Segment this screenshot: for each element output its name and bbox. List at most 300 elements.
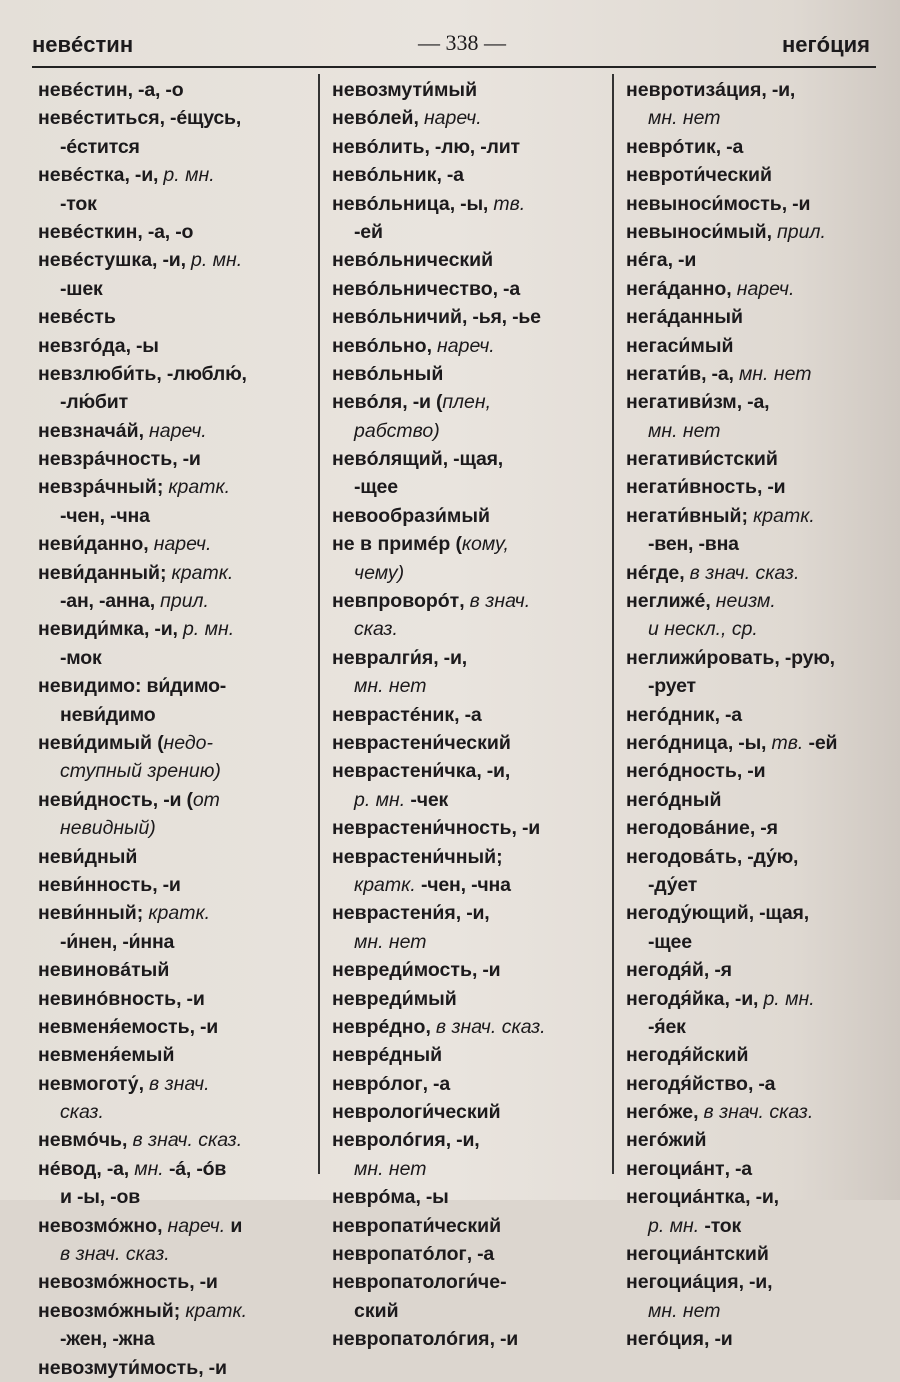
usage-label: мн. нет (738, 362, 812, 385)
usage-label: р. мн. (763, 987, 815, 1010)
usage-label: в знач. сказ. (435, 1015, 546, 1038)
headword: негáданно (626, 277, 727, 300)
dictionary-entry (38, 871, 323, 899)
headword: невзначáй (38, 419, 139, 442)
dictionary-entry (626, 218, 898, 246)
headword: неви́данно (38, 533, 144, 556)
grammar-text: -вен, -вна (648, 533, 739, 556)
headword: невéстушка (38, 249, 153, 272)
headword: неврастени́чность (332, 817, 512, 840)
headword: негоду́ющий (626, 902, 749, 925)
headword: неврóма (332, 1186, 416, 1209)
headword: невéститься (38, 107, 160, 130)
running-head-right: негóция (781, 32, 870, 57)
headword: негóже (626, 1101, 694, 1124)
headword: негативи́стский (626, 448, 778, 471)
dictionary-entry (332, 445, 617, 473)
dictionary-entry (626, 701, 898, 729)
headword: негóция (626, 1328, 705, 1351)
headword: невéстин (38, 79, 128, 101)
headword: невралги́я (332, 646, 434, 669)
dictionary-entry (626, 76, 898, 104)
dictionary-entry (38, 615, 323, 643)
dictionary-entry (626, 587, 898, 615)
headword: негати́вность (626, 476, 757, 499)
usage-label: кратк. (354, 873, 416, 896)
dictionary-entry (332, 843, 617, 871)
dictionary-entry (38, 473, 323, 501)
headword: невозмути́мый (332, 79, 478, 101)
headword: негáданный (626, 306, 744, 329)
grammar-text: и -ы, -ов (60, 1186, 140, 1209)
grammar-text: , -а, (701, 362, 739, 385)
grammar-text: , -и, (761, 79, 796, 101)
dictionary-entry (626, 729, 898, 757)
grammar-text: : ви́димо- (135, 675, 227, 698)
grammar-text: , -а (492, 277, 520, 300)
dictionary-entry (332, 757, 617, 785)
dictionary-entry (626, 899, 898, 927)
grammar-text: , -и, (124, 164, 164, 187)
dictionary-entry (38, 161, 323, 189)
usage-label: мн. нет (354, 675, 427, 698)
headword: негодя́йка (626, 987, 725, 1010)
dictionary-entry (332, 956, 617, 984)
headword: невзрáчный (38, 476, 157, 499)
column-2 (332, 76, 617, 1354)
grammar-text: , -а (454, 703, 482, 726)
dictionary-entry (38, 843, 323, 871)
grammar-text: , -лю, -лит (424, 135, 520, 158)
usage-label: нареч. (149, 419, 207, 442)
grammar-text: , -и (176, 987, 205, 1010)
header-rule (32, 66, 876, 68)
headword: негóжий (626, 1129, 707, 1152)
usage-label: нареч. (153, 533, 212, 556)
grammar-text: -рует (648, 675, 696, 698)
grammar-text: -ей (803, 731, 838, 754)
dictionary-entry (332, 104, 617, 132)
grammar-text: , -а, -о (137, 220, 194, 243)
headword: невмоготу́ (38, 1072, 139, 1095)
dictionary-entry (332, 246, 617, 274)
dictionary-entry (626, 786, 898, 814)
dictionary-entry (332, 644, 617, 672)
entry-continuation (626, 871, 898, 899)
headword: негати́вный (626, 504, 742, 527)
grammar-text: неви́димо (60, 703, 156, 726)
headword: ский (354, 1299, 399, 1322)
usage-label: ступный зрению) (60, 760, 221, 783)
dictionary-entry (626, 843, 898, 871)
headword: неви́нность (38, 873, 153, 896)
entry-continuation (332, 871, 617, 899)
entry-continuation (38, 814, 323, 842)
dictionary-entry (332, 1070, 617, 1098)
grammar-text: -лю́бит (60, 391, 128, 414)
entry-continuation (38, 1183, 323, 1211)
usage-label: кратк. (148, 902, 211, 925)
grammar-text: , -и, (433, 646, 467, 669)
headword: невиновáтый (38, 959, 170, 982)
grammar-text: , -и (781, 192, 811, 215)
usage-label: в знач. сказ. (689, 561, 800, 584)
entry-continuation (626, 1013, 898, 1041)
grammar-text: , -щая, (748, 902, 809, 925)
usage-label: неизм. (715, 590, 776, 613)
dictionary-entry (38, 1155, 323, 1183)
headword: нéгде (626, 561, 680, 584)
dictionary-entry (38, 985, 323, 1013)
usage-label: р. мн. (648, 1214, 700, 1237)
usage-label: мн. нет (648, 419, 721, 442)
headword: невóльничий (332, 306, 462, 329)
grammar-text: -мок (60, 646, 102, 669)
entry-continuation (38, 388, 323, 416)
dictionary-entry (332, 587, 617, 615)
headword: неглижé (626, 590, 706, 613)
usage-label: прил. (777, 220, 826, 243)
dictionary-entry (332, 1098, 617, 1126)
grammar-text: , -и, (738, 1271, 773, 1294)
grammar-text: -чен, -чна (415, 873, 511, 896)
dictionary-entry (38, 1297, 323, 1325)
headword: невролóгия (332, 1129, 446, 1152)
entry-continuation (626, 928, 898, 956)
headword: негодя́йский (626, 1044, 749, 1067)
headword: нéвод (38, 1157, 97, 1180)
headword: негоциáция (626, 1271, 739, 1294)
grammar-text: , (138, 419, 150, 442)
dictionary-entry (626, 502, 898, 530)
headword: неврóлог (332, 1072, 423, 1095)
usage-label: в знач. сказ. (703, 1101, 814, 1124)
dictionary-entry (626, 985, 898, 1013)
grammar-text: , (426, 334, 438, 357)
dictionary-entry (626, 161, 898, 189)
dictionary-entry (626, 814, 898, 842)
headword: невозмóжный (38, 1299, 174, 1322)
usage-label: тв. (493, 192, 526, 215)
headword: невротизáция (626, 79, 762, 101)
grammar-text: , -и ( (152, 788, 193, 811)
grammar-text: ( (450, 533, 462, 556)
dictionary-entry (626, 445, 898, 473)
entry-continuation (332, 417, 617, 445)
dictionary-entry (626, 644, 898, 672)
usage-label: в знач. (469, 590, 531, 613)
grammar-text: , -ду́ю, (736, 845, 799, 868)
entry-continuation (38, 644, 323, 672)
grammar-text: , -и (172, 448, 201, 471)
dictionary-entry (626, 1070, 898, 1098)
entry-continuation (626, 1297, 898, 1325)
column-1 (38, 76, 323, 1382)
headword: негодя́йство (626, 1072, 748, 1095)
headword: невозмóжно (38, 1214, 158, 1237)
dictionary-entry (38, 672, 323, 700)
headword: невропатолóгия (332, 1328, 490, 1351)
usage-label: и нескл., ср. (648, 618, 758, 641)
usage-label: нареч. (167, 1214, 226, 1237)
usage-label: р. мн. (182, 618, 235, 641)
dictionary-entry (38, 1041, 323, 1069)
dictionary-entry (626, 303, 898, 331)
dictionary-entry (38, 899, 323, 927)
entry-continuation (626, 1212, 898, 1240)
dictionary-entry (38, 956, 323, 984)
usage-label: плен, (442, 391, 492, 414)
entry-continuation (626, 417, 898, 445)
entry-continuation (332, 473, 617, 501)
usage-label: р. мн. (191, 249, 243, 272)
usage-label: в знач. (149, 1072, 210, 1095)
headword: невидимо (38, 675, 136, 698)
headword: негаси́мый (626, 334, 734, 357)
grammar-text: -ей (354, 220, 383, 243)
dictionary-entry (332, 388, 617, 416)
dictionary-entry (332, 1325, 617, 1353)
grammar-text: , -щая, (442, 448, 503, 471)
entry-continuation (626, 615, 898, 643)
dictionary-entry (626, 1098, 898, 1126)
entry-continuation (38, 587, 323, 615)
grammar-text: , -и, (745, 1186, 779, 1209)
dictionary-entry (38, 729, 323, 757)
grammar-text: -ду́ет (648, 873, 698, 896)
grammar-text: -я́ек (648, 1015, 686, 1038)
dictionary-entry (332, 275, 617, 303)
grammar-text: , -я (703, 959, 732, 982)
headword: невéсткин (38, 220, 138, 243)
dictionary-entry (332, 1013, 617, 1041)
dictionary-entry (626, 190, 898, 218)
grammar-text: , -и (667, 249, 697, 272)
entry-continuation (332, 786, 617, 814)
usage-label: кратк. (168, 476, 231, 499)
entry-continuation (332, 218, 617, 246)
column-3 (626, 76, 898, 1354)
headword: неви́дный (38, 845, 138, 868)
dictionary-entry (626, 1155, 898, 1183)
dictionary-entry (332, 814, 617, 842)
dictionary-entry (38, 1070, 323, 1098)
headword: неви́нный (38, 902, 137, 925)
dictionary-entry (38, 1268, 323, 1296)
headword: невóлить (332, 135, 425, 158)
entry-continuation (332, 928, 617, 956)
entry-continuation (332, 1155, 617, 1183)
grammar-text: , -и (511, 817, 541, 840)
grammar-text: , (766, 220, 778, 243)
entry-continuation (626, 104, 898, 132)
entry-continuation (38, 190, 323, 218)
dictionary-entry (626, 246, 898, 274)
dictionary-entry (332, 729, 617, 757)
grammar-text: , -и, (724, 987, 764, 1010)
dictionary-entry (38, 218, 323, 246)
headword: негóдница (626, 731, 728, 754)
grammar-text: , -и (756, 476, 786, 499)
dictionary-entry (38, 1013, 323, 1041)
grammar-text: , -и (471, 959, 501, 982)
entry-continuation (626, 672, 898, 700)
usage-label: мн. (134, 1157, 164, 1180)
dictionary-entry (332, 502, 617, 530)
grammar-text: -á, -óв (163, 1157, 227, 1180)
headword: невзлюби́ть (38, 362, 157, 385)
entry-continuation (38, 757, 323, 785)
grammar-text: , -и (152, 873, 181, 896)
grammar-text: , -ы (415, 1186, 449, 1209)
entry-continuation (332, 559, 617, 587)
dictionary-entry (332, 985, 617, 1013)
grammar-text: , -и (704, 1328, 733, 1351)
headword: неврастени́ческий (332, 731, 511, 754)
usage-label: кому, (461, 533, 509, 556)
grammar-text: , (459, 590, 470, 613)
headword: невóля (332, 391, 403, 414)
headword: невпроворóт (332, 590, 460, 613)
entry-continuation (38, 275, 323, 303)
headword: невóльно (332, 334, 427, 357)
headword: неглижи́ровать (626, 646, 775, 669)
grammar-text: , (122, 1129, 133, 1152)
headword: невреди́мость (332, 959, 472, 982)
headword: невыноси́мость (626, 192, 782, 215)
headword: неврéдный (332, 1044, 443, 1067)
grammar-text: , -а (724, 1157, 752, 1180)
headword: невреди́мый (332, 987, 457, 1010)
headword: негодовáние (626, 817, 750, 840)
headword: невозмути́мость (38, 1356, 199, 1379)
dictionary-entry (626, 1126, 898, 1154)
grammar-text: ; (136, 902, 149, 925)
grammar-text: , -рую, (774, 646, 835, 669)
grammar-text: , (693, 1101, 704, 1124)
usage-label: нареч. (437, 334, 495, 357)
grammar-text: , -ы (125, 334, 159, 357)
headword: негодовáть (626, 845, 737, 868)
grammar-text: , -а (466, 1243, 495, 1266)
dictionary-entry (332, 76, 617, 104)
dictionary-entry (332, 190, 617, 218)
headword: неврастени́чка (332, 760, 477, 783)
headword: невзрáчность (38, 448, 173, 471)
headword: негативи́зм (626, 391, 737, 414)
grammar-text: -ток (699, 1214, 742, 1237)
headword: негати́в (626, 362, 702, 385)
usage-label: тв. (771, 731, 804, 754)
grammar-text: , -и, (152, 249, 191, 272)
headword: неви́данный (38, 561, 161, 584)
usage-label: в знач. сказ. (132, 1129, 243, 1152)
grammar-text: -щее (354, 476, 398, 499)
entry-continuation (626, 530, 898, 558)
headword: невменя́емость (38, 1015, 190, 1038)
grammar-text: , -а (715, 135, 744, 158)
headword: невóлящий (332, 448, 443, 471)
usage-label: мн. нет (648, 1299, 721, 1322)
dictionary-entry (626, 1041, 898, 1069)
grammar-text: -ан, -анна, (60, 590, 161, 613)
dictionary-entry (332, 360, 617, 388)
headword: негóдник (626, 703, 715, 726)
dictionary-entry (38, 1212, 323, 1240)
dictionary-entry (38, 786, 323, 814)
grammar-text: , -а (422, 1072, 450, 1095)
dictionary-entry (332, 1041, 617, 1069)
headword: неврологи́ческий (332, 1101, 501, 1124)
headword: невиди́мка (38, 618, 144, 641)
dictionary-entry (332, 161, 617, 189)
usage-label: от (192, 788, 220, 811)
grammar-text: , -а, (96, 1157, 135, 1180)
running-head-left: невéстин (32, 32, 134, 57)
headword: невообрази́мый (332, 504, 490, 527)
dictionary-entry (38, 76, 323, 104)
headword: невóльнический (332, 249, 494, 272)
headword: неви́дность (38, 788, 153, 811)
usage-label: сказ. (60, 1101, 104, 1124)
entry-continuation (38, 133, 323, 161)
usage-label: нареч. (736, 277, 795, 300)
entry-continuation (332, 1297, 617, 1325)
entry-continuation (332, 615, 617, 643)
dictionary-entry (332, 1240, 617, 1268)
headword: невыноси́мый (626, 220, 767, 243)
dictionary-entry (38, 332, 323, 360)
entry-continuation (332, 672, 617, 700)
dictionary-entry (626, 388, 898, 416)
usage-label: сказ. (354, 618, 398, 641)
grammar-text: и (225, 1214, 243, 1237)
dictionary-entry (626, 1183, 898, 1211)
dictionary-entry (38, 530, 323, 558)
dictionary-entry (38, 559, 323, 587)
dictionary-entry (626, 360, 898, 388)
page-number: — 338 — (418, 30, 506, 55)
usage-label: прил. (160, 590, 209, 613)
grammar-text: , -а (436, 164, 464, 187)
dictionary-entry (626, 1240, 898, 1268)
headword: негодя́й (626, 959, 704, 982)
headword: невéстка (38, 164, 125, 187)
headword: неврéдно (332, 1015, 426, 1038)
headword: нéга (626, 249, 668, 272)
headword: невропатологи́че- (332, 1271, 507, 1294)
headword: негóдность (626, 760, 737, 783)
dictionary-entry (38, 417, 323, 445)
headword: невропатóлог (332, 1243, 467, 1266)
usage-label: кратк. (753, 504, 815, 527)
dictionary-entry (626, 332, 898, 360)
grammar-text: , (143, 533, 154, 556)
grammar-text: , -и, (476, 760, 511, 783)
usage-label: мн. нет (354, 1157, 427, 1180)
grammar-text: , -и (189, 1271, 218, 1294)
grammar-text: , (726, 277, 737, 300)
headword: неврóтик (626, 135, 716, 158)
grammar-text: , -и, (455, 902, 490, 925)
grammar-text: ; (160, 561, 172, 584)
grammar-text: ; (496, 845, 503, 868)
grammar-text: , (138, 1072, 150, 1095)
grammar-text: , -и (736, 760, 766, 783)
dictionary-entry (332, 1268, 617, 1296)
dictionary-entry (626, 275, 898, 303)
usage-label: невидный) (60, 817, 156, 840)
